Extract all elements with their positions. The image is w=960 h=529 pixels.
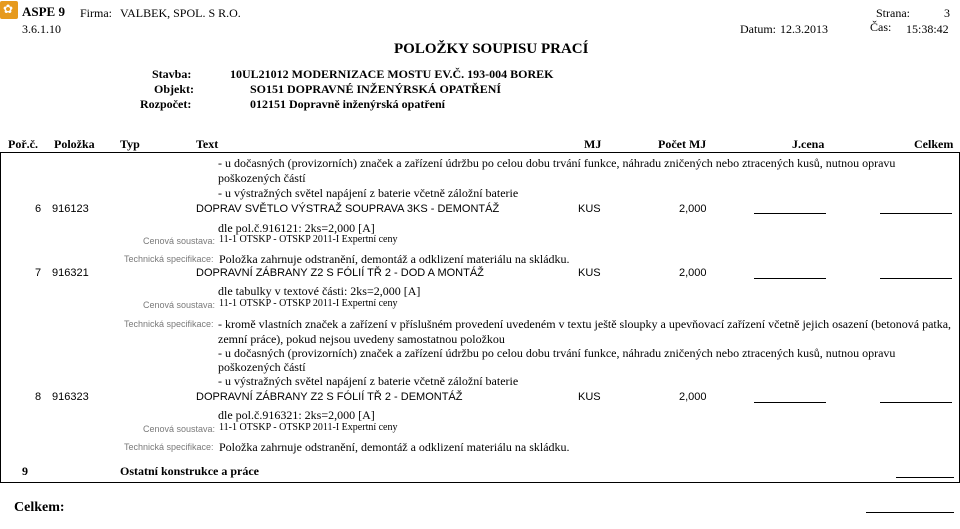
col-porc: Poř.č.: [8, 137, 38, 151]
continuation-line-2: poškozených částí: [218, 171, 306, 185]
firma-value: VALBEK, SPOL. S R.O.: [120, 6, 241, 20]
continuation-line-3: - u výstražných světel napájení z baterie včetně záložní baterie: [218, 186, 519, 200]
datum-label: Datum:: [740, 22, 776, 36]
datum-value: 12.3.2013: [780, 22, 828, 36]
col-polozka: Položka: [54, 137, 95, 151]
celkem-blank: [880, 278, 952, 279]
stavba-label: Stavba:: [152, 67, 192, 81]
celkem-blank: [880, 402, 952, 403]
item-text: DOPRAVNÍ ZÁBRANY Z2 S FÓLIÍ TŘ 2 - DEMONTÁŽ: [196, 391, 463, 403]
cenova-label: Cenová soustava:: [143, 424, 216, 434]
item-mj: KUS: [578, 267, 601, 279]
technicka-label: Technická specifikace:: [124, 254, 214, 264]
strana-label: Strana:: [876, 6, 910, 20]
objekt-label: Objekt:: [154, 82, 194, 96]
stavba-value: 10UL21012 MODERNIZACE MOSTU EV.Č. 193-004 BOREK: [230, 67, 554, 81]
item-mj: KUS: [578, 391, 601, 403]
item-calc: dle pol.č.916321: 2ks=2,000 [A]: [218, 408, 375, 422]
col-pocet: Počet MJ: [658, 137, 707, 151]
col-typ: Typ: [120, 137, 140, 151]
item-tech-line-1: - kromě vlastních značek a zařízení v příslušném provedení uvedeném v textu ještě sloupky a upevňovací zařízení včetně jejich osazení (betonová patka,: [218, 317, 952, 331]
section-rule: [0, 482, 960, 483]
grand-total-blank: [866, 512, 954, 513]
item-number: 7: [35, 267, 42, 279]
jcena-blank: [754, 278, 826, 279]
item-text: DOPRAVNÍ ZÁBRANY Z2 S FÓLIÍ TŘ 2 - DOD A MONTÁŽ: [196, 267, 484, 279]
item-tech-line-5: - u výstražných světel napájení z baterie včetně záložní baterie: [218, 374, 519, 388]
jcena-blank: [754, 213, 826, 214]
item-code: 916323: [52, 391, 89, 403]
rozpocet-label: Rozpočet:: [140, 97, 192, 111]
item-calc: dle pol.č.916121: 2ks=2,000 [A]: [218, 221, 375, 235]
section-total-blank: [896, 477, 954, 478]
item-cenova: 11-1 OTSKP - OTSKP 2011-I Expertní ceny: [219, 234, 398, 245]
item-tech: Položka zahrnuje odstranění, demontáž a odklizení materiálu na skládku.: [219, 252, 570, 266]
continuation-line-1: - u dočasných (provizorních) značek a zařízení údržbu po celou dobu trvání funkce, náhradu zničených nebo ztracených kusů, nutnou opravu: [218, 156, 896, 170]
col-text: Text: [196, 137, 219, 151]
firma-label: Firma:: [80, 6, 112, 20]
jcena-blank: [754, 402, 826, 403]
page-title: POLOŽKY SOUPISU PRACÍ: [394, 41, 589, 57]
col-celkem: Celkem: [914, 137, 954, 151]
item-cenova: 11-1 OTSKP - OTSKP 2011-I Expertní ceny: [219, 298, 398, 309]
section-number: 9: [22, 464, 28, 478]
technicka-label: Technická specifikace:: [124, 319, 214, 329]
item-tech-line-4: poškozených částí: [218, 360, 306, 374]
item-tech-line-3: - u dočasných (provizorních) značek a zařízení údržbu po celou dobu trvání funkce, náhradu zničených nebo ztracených kusů, nutnou opravu: [218, 346, 896, 360]
cenova-label: Cenová soustava:: [143, 300, 216, 310]
item-tech: Položka zahrnuje odstranění, demontáž a odklizení materiálu na skládku.: [219, 440, 570, 454]
item-calc: dle tabulky v textové části: 2ks=2,000 [A]: [218, 284, 421, 298]
header-rule: [0, 152, 960, 153]
item-number: 8: [35, 391, 42, 403]
item-mj: KUS: [578, 203, 601, 215]
item-code: 916123: [52, 203, 89, 215]
cas-label: Čas:: [870, 20, 892, 34]
app-version: 3.6.1.10: [22, 22, 61, 36]
item-pocet: 2,000: [679, 391, 707, 403]
section-title: Ostatní konstrukce a práce: [120, 464, 259, 478]
item-pocet: 2,000: [679, 203, 707, 215]
technicka-label: Technická specifikace:: [124, 442, 214, 452]
cas-value: 15:38:42: [906, 22, 949, 36]
item-cenova: 11-1 OTSKP - OTSKP 2011-I Expertní ceny: [219, 422, 398, 433]
app-name: ASPE 9: [22, 4, 65, 19]
item-code: 916321: [52, 267, 89, 279]
aspe-logo-icon: ✿: [0, 1, 18, 19]
item-text: DOPRAV SVĚTLO VÝSTRAŽ SOUPRAVA 3KS - DEMONTÁŽ: [196, 203, 500, 215]
col-cena: J.cena: [792, 137, 825, 151]
rozpocet-value: 012151 Dopravně inženýrská opatření: [250, 97, 445, 111]
cenova-label: Cenová soustava:: [143, 236, 216, 246]
item-pocet: 2,000: [679, 267, 707, 279]
item-number: 6: [35, 203, 42, 215]
item-tech-line-2: zemní práce), pokud nejsou uvedeny samostatnou položkou: [218, 332, 505, 346]
left-border: [0, 152, 1, 482]
celkem-blank: [880, 213, 952, 214]
strana-value: 3: [944, 6, 950, 20]
objekt-value: SO151 DOPRAVNÉ INŽENÝRSKÁ OPATŘENÍ: [250, 82, 502, 96]
celkem-label: Celkem:: [14, 500, 65, 515]
col-mj: MJ: [584, 137, 602, 151]
